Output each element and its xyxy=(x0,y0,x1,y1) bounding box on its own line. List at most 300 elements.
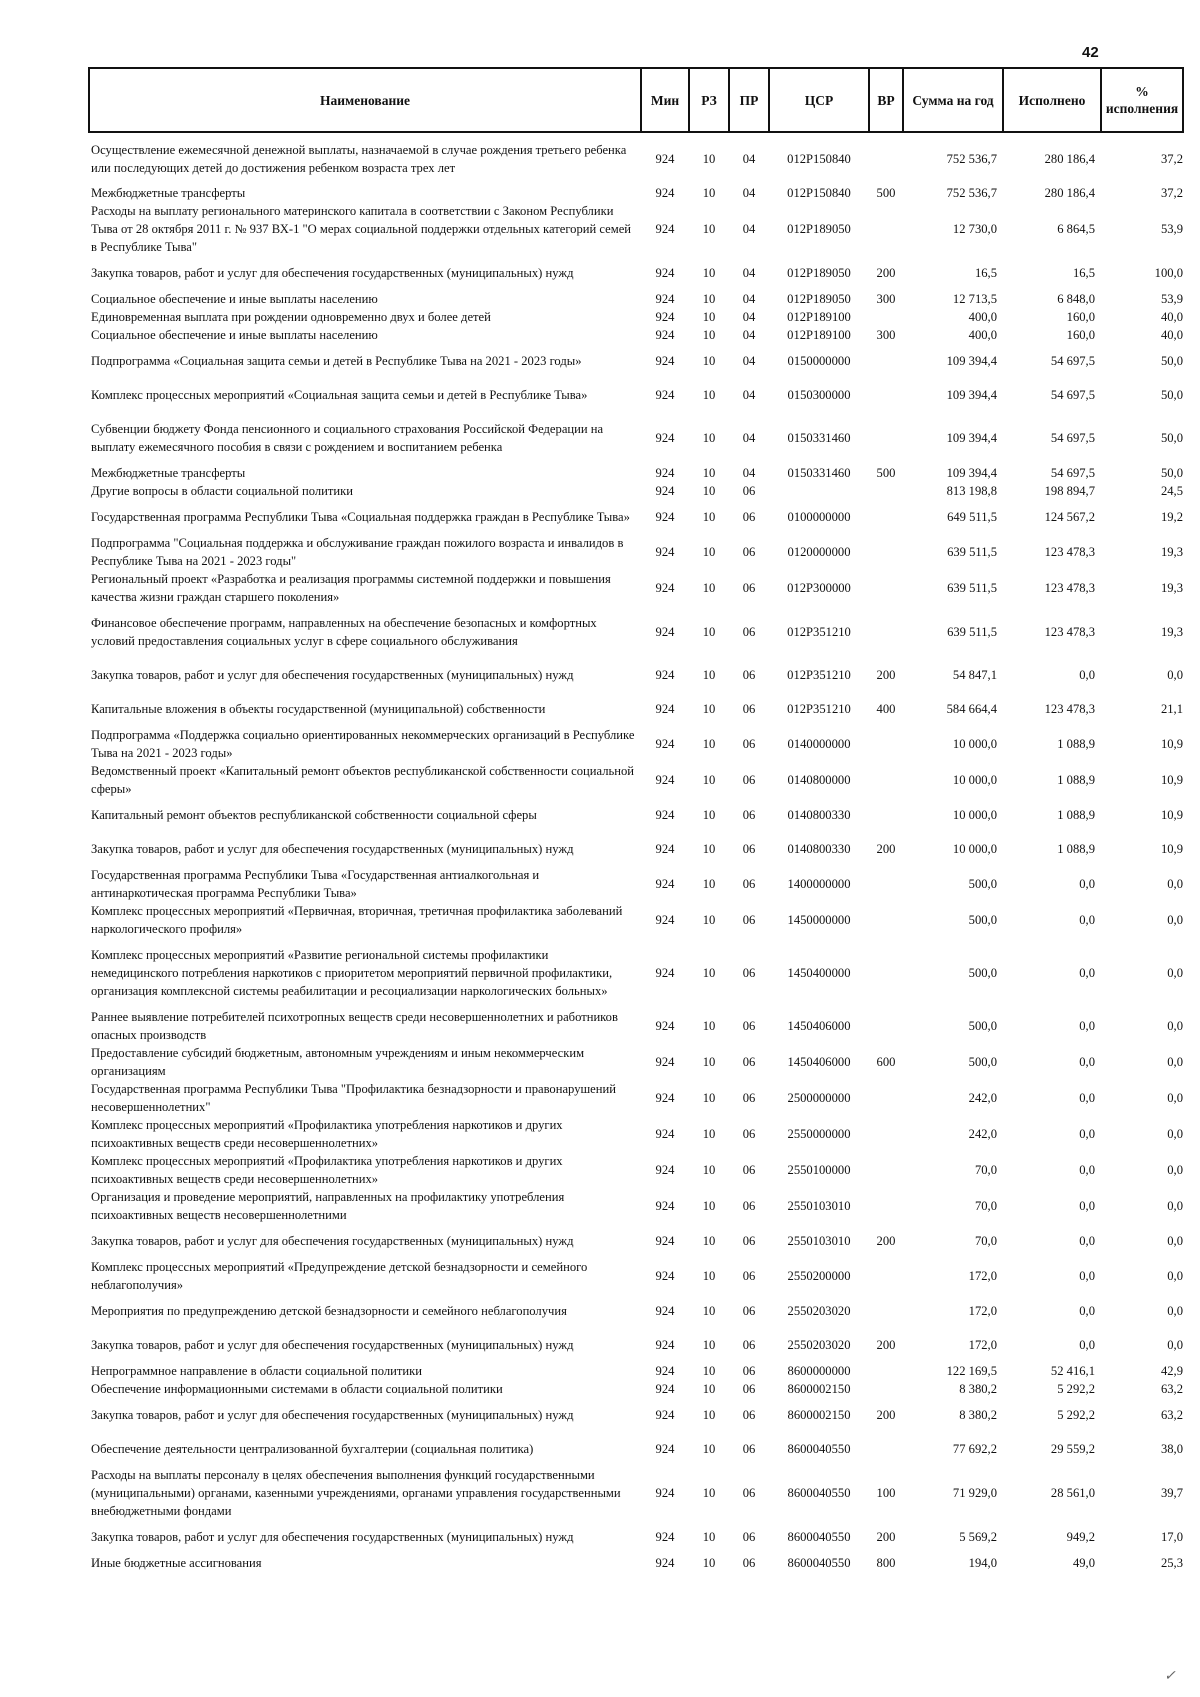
cell-min: 924 xyxy=(655,1091,675,1105)
cell-rz: 10 xyxy=(702,431,716,445)
cell-done: 54 697,5 xyxy=(1050,388,1095,402)
cell-name: Комплекс процессных мероприятий «Предупреждение детской безнадзорности и семейного неблагополучия» xyxy=(91,1260,588,1292)
cell-min: 924 xyxy=(655,510,675,524)
cell-vr: 200 xyxy=(876,1530,896,1544)
cell-name: Единовременная выплата при рождении одновременно двух и более детей xyxy=(91,310,491,324)
table-row xyxy=(89,308,1183,326)
cell-sum: 109 394,4 xyxy=(946,354,997,368)
cell-csr: 012P189050 xyxy=(787,222,851,236)
cell-name: Осуществление ежемесячной денежной выплаты, назначаемой в случае рождения третьего ребенка или последующих детей до достижения ребенком возраста трех лет xyxy=(91,142,627,175)
cell-vr xyxy=(869,1258,903,1294)
cell-pct: 63,2 xyxy=(1160,1408,1183,1422)
cell-rz: 10 xyxy=(702,1163,716,1177)
cell-csr: 0150000000 xyxy=(787,354,851,368)
header-csr: ЦСР xyxy=(769,68,869,132)
cell-rz: 10 xyxy=(702,1304,716,1318)
cell-rz: 10 xyxy=(702,842,716,856)
cell-name: Закупка товаров, работ и услуг для обеспечения государственных (муниципальных) нужд xyxy=(91,668,574,682)
cell-vr xyxy=(869,500,903,534)
cell-rz: 10 xyxy=(702,773,716,787)
cell-pr: 06 xyxy=(742,1234,756,1248)
cell-vr: 400 xyxy=(876,702,896,716)
cell-done: 280 186,4 xyxy=(1044,186,1095,200)
cell-vr xyxy=(869,1432,903,1466)
cell-min: 924 xyxy=(655,545,675,559)
cell-pct: 53,9 xyxy=(1160,222,1183,236)
cell-pr: 06 xyxy=(742,1408,756,1422)
cell-csr: 0140800330 xyxy=(787,842,851,856)
cell-csr: 012P150840 xyxy=(787,151,851,166)
cell-pr: 06 xyxy=(742,484,756,498)
cell-rz: 10 xyxy=(702,1442,716,1456)
cell-name: Подпрограмма «Социальная защита семьи и детей в Республике Тыва на 2021 - 2023 годы» xyxy=(91,354,582,368)
cell-min: 924 xyxy=(655,151,675,166)
cell-min: 924 xyxy=(655,1163,675,1177)
cell-min: 924 xyxy=(655,431,675,445)
cell-vr: 800 xyxy=(876,1556,896,1570)
cell-pr: 04 xyxy=(742,151,756,166)
cell-done: 54 697,5 xyxy=(1050,354,1095,368)
cell-rz: 10 xyxy=(702,466,716,480)
cell-sum: 500,0 xyxy=(968,913,997,927)
cell-name: Комплекс процессных мероприятий «Профилактика употребления наркотиков и других психоактивных веществ среди несовершеннолетних» xyxy=(91,1118,563,1150)
cell-min: 924 xyxy=(655,328,675,342)
cell-sum: 70,0 xyxy=(974,1234,997,1248)
cell-csr: 2550000000 xyxy=(787,1127,851,1141)
cell-pr: 06 xyxy=(742,773,756,787)
cell-rz: 10 xyxy=(702,266,716,280)
cell-pr: 04 xyxy=(742,431,756,445)
cell-done: 0,0 xyxy=(1079,668,1095,682)
table-row xyxy=(89,1116,1183,1152)
table-row xyxy=(89,726,1183,762)
cell-vr xyxy=(869,606,903,658)
cell-rz: 10 xyxy=(702,966,716,980)
cell-rz: 10 xyxy=(702,545,716,559)
cell-pr: 06 xyxy=(742,808,756,822)
cell-pr: 06 xyxy=(742,737,756,751)
cell-pct: 0,0 xyxy=(1167,1055,1183,1069)
cell-csr: 1450406000 xyxy=(787,1055,851,1069)
table-row xyxy=(89,290,1183,308)
cell-pct: 0,0 xyxy=(1167,1019,1183,1033)
cell-rz: 10 xyxy=(702,1127,716,1141)
cell-csr: 2500000000 xyxy=(787,1091,851,1105)
cell-sum: 172,0 xyxy=(968,1304,997,1318)
cell-done: 198 894,7 xyxy=(1044,484,1095,498)
header-min: Мин xyxy=(641,68,689,132)
cell-vr xyxy=(869,308,903,326)
cell-csr: 0140000000 xyxy=(787,737,851,751)
cell-done: 123 478,3 xyxy=(1044,702,1095,716)
cell-sum: 54 847,1 xyxy=(952,668,997,682)
cell-name: Обеспечение деятельности централизованной бухгалтерии (социальная политика) xyxy=(91,1442,534,1456)
cell-done: 124 567,2 xyxy=(1044,510,1095,524)
cell-done: 0,0 xyxy=(1079,1127,1095,1141)
cell-pr: 06 xyxy=(742,842,756,856)
cell-min: 924 xyxy=(655,773,675,787)
cell-vr xyxy=(869,378,903,412)
cell-done: 0,0 xyxy=(1079,966,1095,980)
cell-pct: 0,0 xyxy=(1167,1269,1183,1283)
table-row xyxy=(89,692,1183,726)
cell-name: Межбюджетные трансферты xyxy=(91,186,246,200)
cell-name: Обеспечение информационными системами в области социальной политики xyxy=(91,1382,503,1396)
cell-pr: 06 xyxy=(742,625,756,639)
cell-min: 924 xyxy=(655,702,675,716)
cell-min: 924 xyxy=(655,737,675,751)
cell-name: Государственная программа Республики Тыва «Социальная поддержка граждан в Республике Тыва» xyxy=(91,510,630,524)
table-row xyxy=(89,1362,1183,1380)
cell-csr: 2550203020 xyxy=(787,1304,851,1318)
cell-rz: 10 xyxy=(702,186,716,200)
cell-csr: 0150300000 xyxy=(787,388,851,402)
cell-sum: 8 380,2 xyxy=(959,1382,997,1396)
cell-pct: 38,0 xyxy=(1160,1442,1183,1456)
cell-name: Иные бюджетные ассигнования xyxy=(91,1556,262,1570)
cell-pct: 100,0 xyxy=(1154,266,1183,280)
cell-pct: 10,9 xyxy=(1160,842,1183,856)
cell-rz: 10 xyxy=(702,1486,716,1500)
cell-pct: 19,3 xyxy=(1160,625,1183,639)
table-row xyxy=(89,1398,1183,1432)
cell-pr: 06 xyxy=(742,1269,756,1283)
cell-pct: 10,9 xyxy=(1160,773,1183,787)
cell-vr xyxy=(869,1294,903,1328)
cell-min: 924 xyxy=(655,1382,675,1396)
table-row xyxy=(89,256,1183,290)
cell-sum: 70,0 xyxy=(974,1163,997,1177)
cell-vr: 500 xyxy=(876,466,896,480)
cell-sum: 400,0 xyxy=(968,328,997,342)
cell-name: Организация и проведение мероприятий, направленных на профилактику употребления психоактивных веществ несовершеннолетними xyxy=(91,1190,565,1222)
cell-vr: 300 xyxy=(876,292,896,306)
cell-pct: 0,0 xyxy=(1167,1091,1183,1105)
cell-vr: 200 xyxy=(876,842,896,856)
cell-csr: 012P351210 xyxy=(787,702,851,716)
cell-pr: 06 xyxy=(742,581,756,595)
page-number: 42 xyxy=(1082,44,1099,61)
cell-name: Закупка товаров, работ и услуг для обеспечения государственных (муниципальных) нужд xyxy=(91,842,574,856)
table-row xyxy=(89,1294,1183,1328)
cell-min: 924 xyxy=(655,966,675,980)
cell-csr: 8600040550 xyxy=(787,1530,851,1544)
cell-pr: 06 xyxy=(742,913,756,927)
cell-sum: 752 536,7 xyxy=(946,186,997,200)
table-row xyxy=(89,326,1183,344)
table-row xyxy=(89,570,1183,606)
budget-table xyxy=(88,67,1184,1572)
cell-done: 28 561,0 xyxy=(1050,1486,1095,1500)
cell-name: Закупка товаров, работ и услуг для обеспечения государственных (муниципальных) нужд xyxy=(91,1530,574,1544)
cell-done: 280 186,4 xyxy=(1044,151,1095,166)
cell-min: 924 xyxy=(655,466,675,480)
cell-done: 1 088,9 xyxy=(1057,842,1095,856)
cell-rz: 10 xyxy=(702,1019,716,1033)
cell-vr xyxy=(869,1152,903,1188)
cell-done: 5 292,2 xyxy=(1057,1408,1095,1422)
cell-sum: 584 664,4 xyxy=(946,702,997,716)
cell-csr: 2550100000 xyxy=(787,1163,851,1177)
cell-pct: 0,0 xyxy=(1167,668,1183,682)
table-row xyxy=(89,1008,1183,1044)
cell-csr: 0100000000 xyxy=(787,510,851,524)
cell-name: Финансовое обеспечение программ, направленных на обеспечение безопасных и комфортных условий предоставления социальных услуг в сфере социального обслуживания xyxy=(91,616,597,648)
cell-pct: 40,0 xyxy=(1160,310,1183,324)
cell-sum: 10 000,0 xyxy=(952,808,997,822)
cell-rz: 10 xyxy=(702,808,716,822)
cell-pr: 06 xyxy=(742,1382,756,1396)
cell-name: Социальное обеспечение и иные выплаты населению xyxy=(91,292,378,306)
table-row xyxy=(89,606,1183,658)
cell-sum: 122 169,5 xyxy=(946,1364,997,1378)
cell-sum: 16,5 xyxy=(974,266,997,280)
table-body xyxy=(89,132,1183,1572)
cell-name: Расходы на выплаты персоналу в целях обеспечения выполнения функций государственными (муниципальными) органами, казенными учреждениями, органами управления государственными внебюджетными фондами xyxy=(91,1468,621,1518)
cell-min: 924 xyxy=(655,1556,675,1570)
cell-done: 6 848,0 xyxy=(1057,292,1095,306)
cell-pct: 21,1 xyxy=(1160,702,1183,716)
cell-sum: 109 394,4 xyxy=(946,388,997,402)
cell-min: 924 xyxy=(655,1304,675,1318)
cell-csr: 0140800330 xyxy=(787,808,851,822)
cell-sum: 71 929,0 xyxy=(952,1486,997,1500)
cell-min: 924 xyxy=(655,625,675,639)
cell-pct: 63,2 xyxy=(1160,1382,1183,1396)
cell-done: 54 697,5 xyxy=(1050,466,1095,480)
cell-pr: 06 xyxy=(742,1304,756,1318)
cell-min: 924 xyxy=(655,266,675,280)
cell-pr: 06 xyxy=(742,510,756,524)
cell-pct: 25,3 xyxy=(1160,1556,1183,1570)
cell-pct: 0,0 xyxy=(1167,1163,1183,1177)
cell-pct: 0,0 xyxy=(1167,966,1183,980)
cell-vr: 300 xyxy=(876,328,896,342)
cell-sum: 5 569,2 xyxy=(959,1530,997,1544)
cell-name: Закупка товаров, работ и услуг для обеспечения государственных (муниципальных) нужд xyxy=(91,1408,574,1422)
cell-csr: 2550103010 xyxy=(787,1234,851,1248)
cell-rz: 10 xyxy=(702,388,716,402)
table-row xyxy=(89,1466,1183,1520)
cell-pr: 06 xyxy=(742,1091,756,1105)
cell-done: 0,0 xyxy=(1079,1338,1095,1352)
cell-pct: 42,9 xyxy=(1160,1364,1183,1378)
cell-done: 0,0 xyxy=(1079,1304,1095,1318)
header-rz: РЗ xyxy=(689,68,729,132)
cell-min: 924 xyxy=(655,1019,675,1033)
cell-vr xyxy=(869,1188,903,1224)
cell-name: Подпрограмма «Поддержка социально ориентированных некоммерческих организаций в Республике Тыва на 2021 - 2023 годы» xyxy=(91,728,635,760)
cell-name: Предоставление субсидий бюджетным, автономным учреждениям и иным некоммерческим организациям xyxy=(91,1046,585,1078)
table-row xyxy=(89,1188,1183,1224)
table-row xyxy=(89,832,1183,866)
cell-pct: 10,9 xyxy=(1160,737,1183,751)
cell-vr xyxy=(869,938,903,1008)
cell-sum: 12 730,0 xyxy=(952,222,997,236)
cell-done: 0,0 xyxy=(1079,1055,1095,1069)
cell-done: 0,0 xyxy=(1079,913,1095,927)
cell-sum: 649 511,5 xyxy=(947,510,997,524)
cell-min: 924 xyxy=(655,354,675,368)
cell-pct: 0,0 xyxy=(1167,1234,1183,1248)
cell-rz: 10 xyxy=(702,702,716,716)
cell-min: 924 xyxy=(655,877,675,891)
cell-vr xyxy=(869,866,903,902)
cell-csr: 012P189100 xyxy=(787,328,851,342)
cell-done: 160,0 xyxy=(1066,310,1095,324)
cell-name: Расходы на выплату регионального материнского капитала в соответствии с Законом Республики Тыва от 28 октября 2011 г. № 937 ВХ-1 "О мерах социальной поддержки отдельных категорий семей в Республике Тыва" xyxy=(91,204,632,254)
cell-sum: 242,0 xyxy=(968,1091,997,1105)
cell-sum: 752 536,7 xyxy=(946,151,997,166)
cell-done: 6 864,5 xyxy=(1057,222,1095,236)
cell-pct: 0,0 xyxy=(1167,1127,1183,1141)
cell-vr xyxy=(869,1008,903,1044)
cell-pr: 04 xyxy=(742,266,756,280)
cell-done: 1 088,9 xyxy=(1057,808,1095,822)
cell-csr: 0120000000 xyxy=(787,545,851,559)
table-row xyxy=(89,184,1183,202)
cell-pct: 0,0 xyxy=(1167,1199,1183,1213)
cell-pr: 06 xyxy=(742,877,756,891)
cell-sum: 109 394,4 xyxy=(946,431,997,445)
cell-sum: 10 000,0 xyxy=(952,842,997,856)
cell-name: Закупка товаров, работ и услуг для обеспечения государственных (муниципальных) нужд xyxy=(91,266,574,280)
cell-name: Субвенции бюджету Фонда пенсионного и социального страхования Российской Федерации на выплату ежемесячного пособия в связи с рождением и воспитанием ребенка xyxy=(91,422,604,454)
cell-vr xyxy=(869,1080,903,1116)
cell-pr: 06 xyxy=(742,1127,756,1141)
cell-min: 924 xyxy=(655,668,675,682)
cell-vr: 200 xyxy=(876,266,896,280)
cell-pr: 04 xyxy=(742,466,756,480)
table-row xyxy=(89,1044,1183,1080)
cell-pct: 37,2 xyxy=(1160,186,1183,200)
cell-vr xyxy=(869,1362,903,1380)
cell-vr xyxy=(869,762,903,798)
cell-rz: 10 xyxy=(702,222,716,236)
cell-min: 924 xyxy=(655,913,675,927)
cell-vr: 500 xyxy=(876,186,896,200)
cell-pct: 0,0 xyxy=(1167,1304,1183,1318)
cell-min: 924 xyxy=(655,292,675,306)
cell-vr xyxy=(869,726,903,762)
cell-vr xyxy=(869,132,903,184)
cell-pr: 04 xyxy=(742,354,756,368)
cell-pr: 06 xyxy=(742,1199,756,1213)
cell-pct: 0,0 xyxy=(1167,877,1183,891)
cell-min: 924 xyxy=(655,1199,675,1213)
cell-pr: 06 xyxy=(742,1338,756,1352)
cell-pr: 06 xyxy=(742,1442,756,1456)
header-sum: Сумма на год xyxy=(903,68,1003,132)
table-row xyxy=(89,412,1183,464)
table-row xyxy=(89,500,1183,534)
cell-name: Закупка товаров, работ и услуг для обеспечения государственных (муниципальных) нужд xyxy=(91,1338,574,1352)
cell-sum: 500,0 xyxy=(968,877,997,891)
cell-vr xyxy=(869,534,903,570)
cell-sum: 70,0 xyxy=(974,1199,997,1213)
cell-csr xyxy=(769,482,869,500)
cell-min: 924 xyxy=(655,1269,675,1283)
cell-min: 924 xyxy=(655,222,675,236)
cell-name: Закупка товаров, работ и услуг для обеспечения государственных (муниципальных) нужд xyxy=(91,1234,574,1248)
cell-pct: 24,5 xyxy=(1160,484,1183,498)
cell-rz: 10 xyxy=(702,151,716,166)
cell-min: 924 xyxy=(655,1486,675,1500)
cell-done: 0,0 xyxy=(1079,1163,1095,1177)
cell-done: 160,0 xyxy=(1066,328,1095,342)
cell-name: Подпрограмма "Социальная поддержка и обслуживание граждан пожилого возраста и инвалидов в Республике Тыва на 2021 - 2023 годы" xyxy=(91,536,624,568)
cell-sum: 77 692,2 xyxy=(952,1442,997,1456)
cell-rz: 10 xyxy=(702,328,716,342)
cell-done: 1 088,9 xyxy=(1057,737,1095,751)
table-row xyxy=(89,938,1183,1008)
cell-sum: 8 380,2 xyxy=(959,1408,997,1422)
cell-min: 924 xyxy=(655,484,675,498)
cell-csr: 1400000000 xyxy=(787,877,851,891)
cell-pr: 06 xyxy=(742,1364,756,1378)
cell-pr: 06 xyxy=(742,1055,756,1069)
cell-pct: 19,3 xyxy=(1160,545,1183,559)
table-row xyxy=(89,1328,1183,1362)
cell-done: 16,5 xyxy=(1072,266,1095,280)
table-row xyxy=(89,1152,1183,1188)
cell-pr: 04 xyxy=(742,222,756,236)
cell-done: 0,0 xyxy=(1079,1019,1095,1033)
cell-vr: 200 xyxy=(876,668,896,682)
cell-vr: 200 xyxy=(876,1338,896,1352)
cell-vr xyxy=(869,1380,903,1398)
cell-min: 924 xyxy=(655,1530,675,1544)
cell-csr: 2550200000 xyxy=(787,1269,851,1283)
cell-csr: 0150331460 xyxy=(787,431,851,445)
cell-name: Комплекс процессных мероприятий «Социальная защита семьи и детей в Республике Тыва» xyxy=(91,388,588,402)
cell-rz: 10 xyxy=(702,581,716,595)
cell-done: 49,0 xyxy=(1072,1556,1095,1570)
cell-csr: 012P351210 xyxy=(787,668,851,682)
cell-vr xyxy=(869,902,903,938)
cell-pr: 06 xyxy=(742,1556,756,1570)
cell-rz: 10 xyxy=(702,1199,716,1213)
table-row xyxy=(89,464,1183,482)
cell-pct: 0,0 xyxy=(1167,913,1183,927)
cell-rz: 10 xyxy=(702,1234,716,1248)
cell-sum: 639 511,5 xyxy=(947,581,997,595)
table-row xyxy=(89,1432,1183,1466)
table-header xyxy=(89,68,1183,132)
cell-sum: 172,0 xyxy=(968,1338,997,1352)
cell-vr: 600 xyxy=(876,1055,896,1069)
cell-name: Комплекс процессных мероприятий «Первичная, вторичная, третичная профилактика заболеваний наркологического профиля» xyxy=(91,904,623,936)
cell-rz: 10 xyxy=(702,1269,716,1283)
cell-min: 924 xyxy=(655,1364,675,1378)
cell-vr: 200 xyxy=(876,1234,896,1248)
cell-pr: 04 xyxy=(742,292,756,306)
cell-pct: 17,0 xyxy=(1160,1530,1183,1544)
cell-name: Капитальный ремонт объектов республиканской собственности социальной сферы xyxy=(91,808,537,822)
cell-rz: 10 xyxy=(702,913,716,927)
cell-csr: 012P351210 xyxy=(787,625,851,639)
cell-name: Региональный проект «Разработка и реализация программы системной поддержки и повышения качества жизни граждан старшего поколения» xyxy=(91,572,611,604)
header-name: Наименование xyxy=(89,68,641,132)
cell-sum: 10 000,0 xyxy=(952,773,997,787)
cell-pr: 06 xyxy=(742,668,756,682)
table-row xyxy=(89,1224,1183,1258)
cell-pct: 50,0 xyxy=(1160,354,1183,368)
table-row xyxy=(89,132,1183,184)
cell-pct: 19,3 xyxy=(1160,581,1183,595)
cell-rz: 10 xyxy=(702,1408,716,1422)
cell-csr: 8600000000 xyxy=(787,1364,851,1378)
